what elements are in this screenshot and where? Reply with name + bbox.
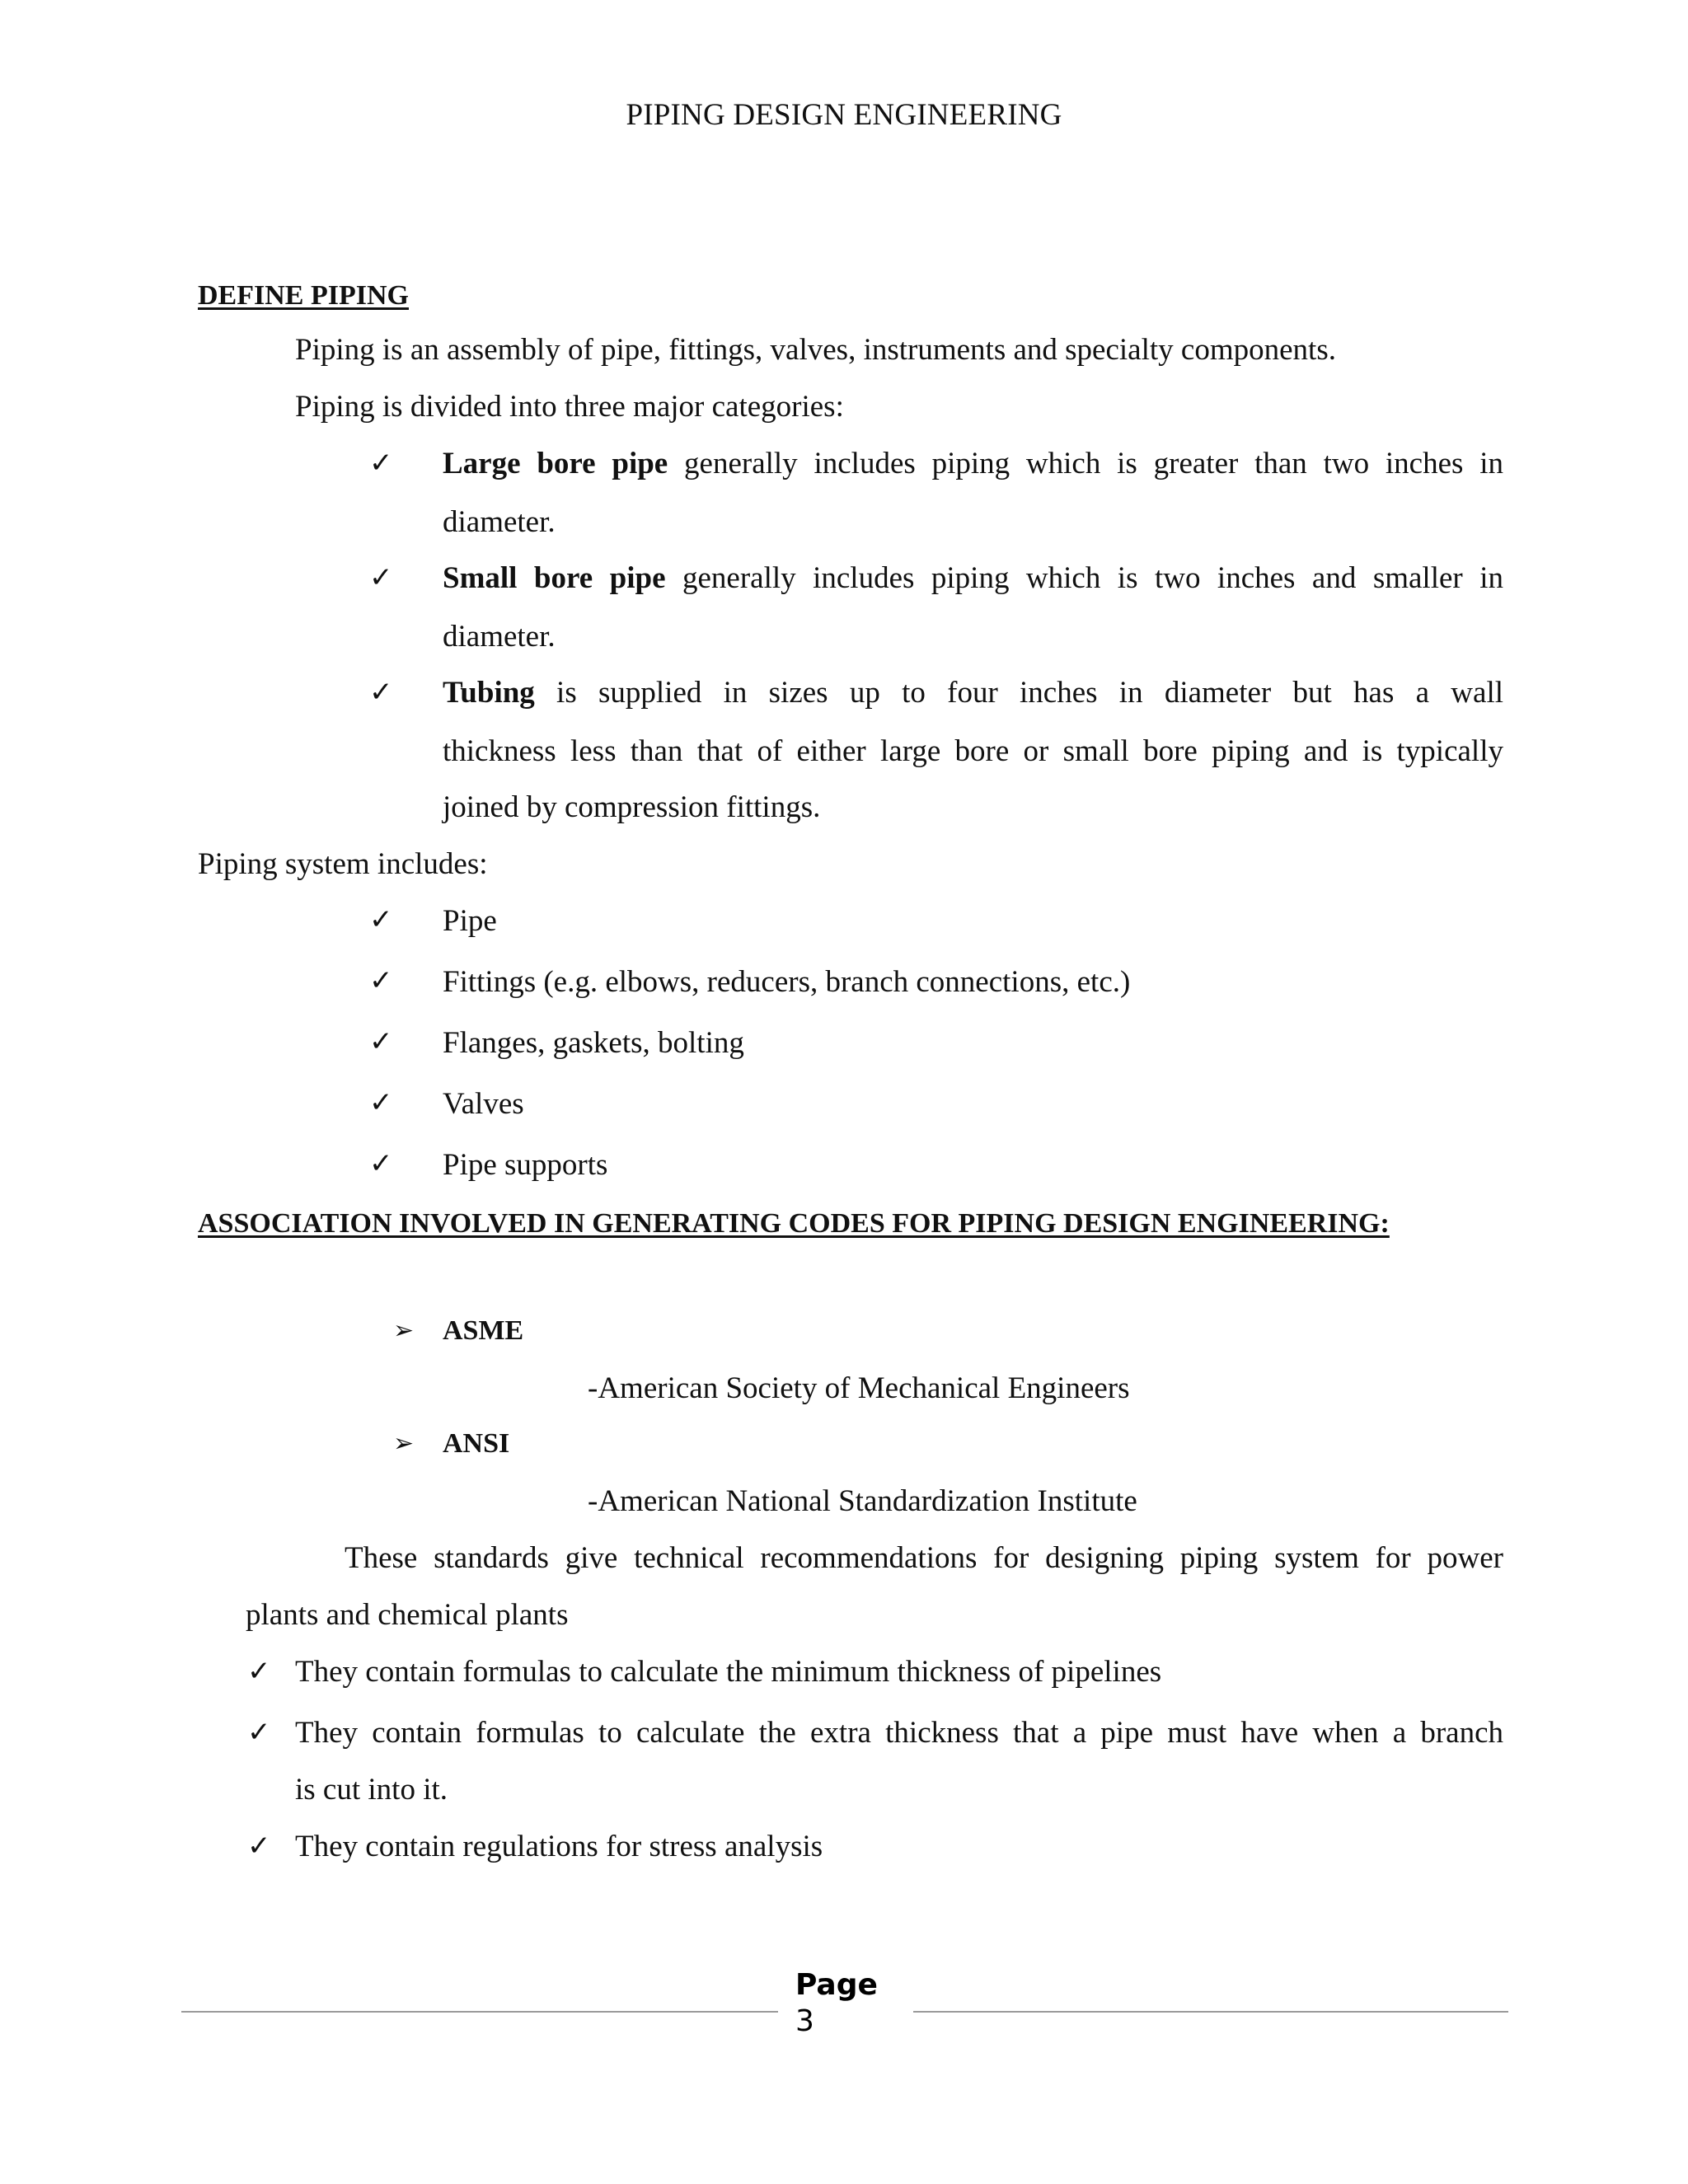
standards-paragraph-line-1: These standards give technical recommendations for designing piping system for power xyxy=(345,1541,1503,1575)
category-tubing-line-3: joined by compression fittings. xyxy=(443,790,821,824)
category-tubing-line-1 xyxy=(443,675,1503,710)
document-header-title: PIPING DESIGN ENGINEERING xyxy=(626,98,1062,132)
check-icon: ✓ xyxy=(369,1147,393,1180)
category-small-bore-line-2: diameter. xyxy=(443,620,556,654)
org-asme-full-name: -American Society of Mechanical Engineers xyxy=(588,1371,1130,1405)
category-large-bore-desc: generally includes piping which is greater than two inches in xyxy=(668,447,1503,480)
category-tubing-desc: is supplied in sizes up to four inches in diameter but has a wall xyxy=(534,676,1503,710)
category-large-bore-line-2: diameter. xyxy=(443,505,556,539)
standards-point-branch-line-1: They contain formulas to calculate the extra thickness that a pipe must have when a branch xyxy=(295,1716,1503,1750)
section-heading-define-piping: DEFINE PIPING xyxy=(198,280,409,311)
system-item-flanges: Flanges, gaskets, bolting xyxy=(443,1026,744,1060)
arrow-bullet-icon: ➢ xyxy=(393,1316,415,1345)
check-icon: ✓ xyxy=(369,447,393,480)
section-heading-associations: ASSOCIATION INVOLVED IN GENERATING CODES FOR PIPING DESIGN ENGINEERING: xyxy=(198,1208,1390,1239)
category-tubing-term: Tubing xyxy=(443,676,535,710)
check-icon: ✓ xyxy=(247,1716,271,1749)
footer-rule-right xyxy=(913,2011,1508,2013)
standards-point-min-thickness: They contain formulas to calculate the minimum thickness of pipelines xyxy=(295,1655,1162,1689)
check-icon: ✓ xyxy=(369,676,393,709)
check-icon: ✓ xyxy=(369,1025,393,1058)
check-icon: ✓ xyxy=(369,964,393,997)
arrow-bullet-icon: ➢ xyxy=(393,1429,415,1458)
footer-page-number: 3 xyxy=(795,2004,814,2038)
org-ansi-full-name: -American National Standardization Institute xyxy=(588,1484,1137,1518)
org-asme-abbr: ASME xyxy=(443,1315,524,1346)
category-small-bore-desc: generally includes piping which is two inches and smaller in xyxy=(665,561,1503,595)
category-large-bore-line-1 xyxy=(443,446,1503,481)
define-intro-paragraph: Piping is an assembly of pipe, fittings, valves, instruments and specialty components. xyxy=(295,333,1336,367)
check-icon: ✓ xyxy=(369,903,393,936)
system-item-pipe-supports: Pipe supports xyxy=(443,1148,608,1182)
system-includes-intro: Piping system includes: xyxy=(198,847,488,881)
category-tubing-line-2: thickness less than that of either large bore or small bore piping and is typically xyxy=(443,734,1503,768)
standards-paragraph-line-2: plants and chemical plants xyxy=(246,1598,569,1632)
org-ansi-abbr: ANSI xyxy=(443,1428,510,1459)
standards-point-branch-line-2: is cut into it. xyxy=(295,1773,448,1807)
system-item-pipe: Pipe xyxy=(443,904,497,938)
check-icon: ✓ xyxy=(247,1655,271,1688)
check-icon: ✓ xyxy=(247,1830,271,1863)
check-icon: ✓ xyxy=(369,561,393,594)
system-item-fittings: Fittings (e.g. elbows, reducers, branch connections, etc.) xyxy=(443,965,1131,999)
standards-point-stress: They contain regulations for stress analysis xyxy=(295,1830,823,1863)
category-small-bore-term: Small bore pipe xyxy=(443,561,666,595)
system-item-valves: Valves xyxy=(443,1087,524,1121)
check-icon: ✓ xyxy=(369,1086,393,1119)
footer-rule-left xyxy=(181,2011,778,2013)
footer-page-label: Page xyxy=(795,1968,878,2002)
define-categories-intro: Piping is divided into three major categories: xyxy=(295,390,844,424)
category-large-bore-term: Large bore pipe xyxy=(443,447,668,480)
category-small-bore-line-1 xyxy=(443,560,1503,596)
